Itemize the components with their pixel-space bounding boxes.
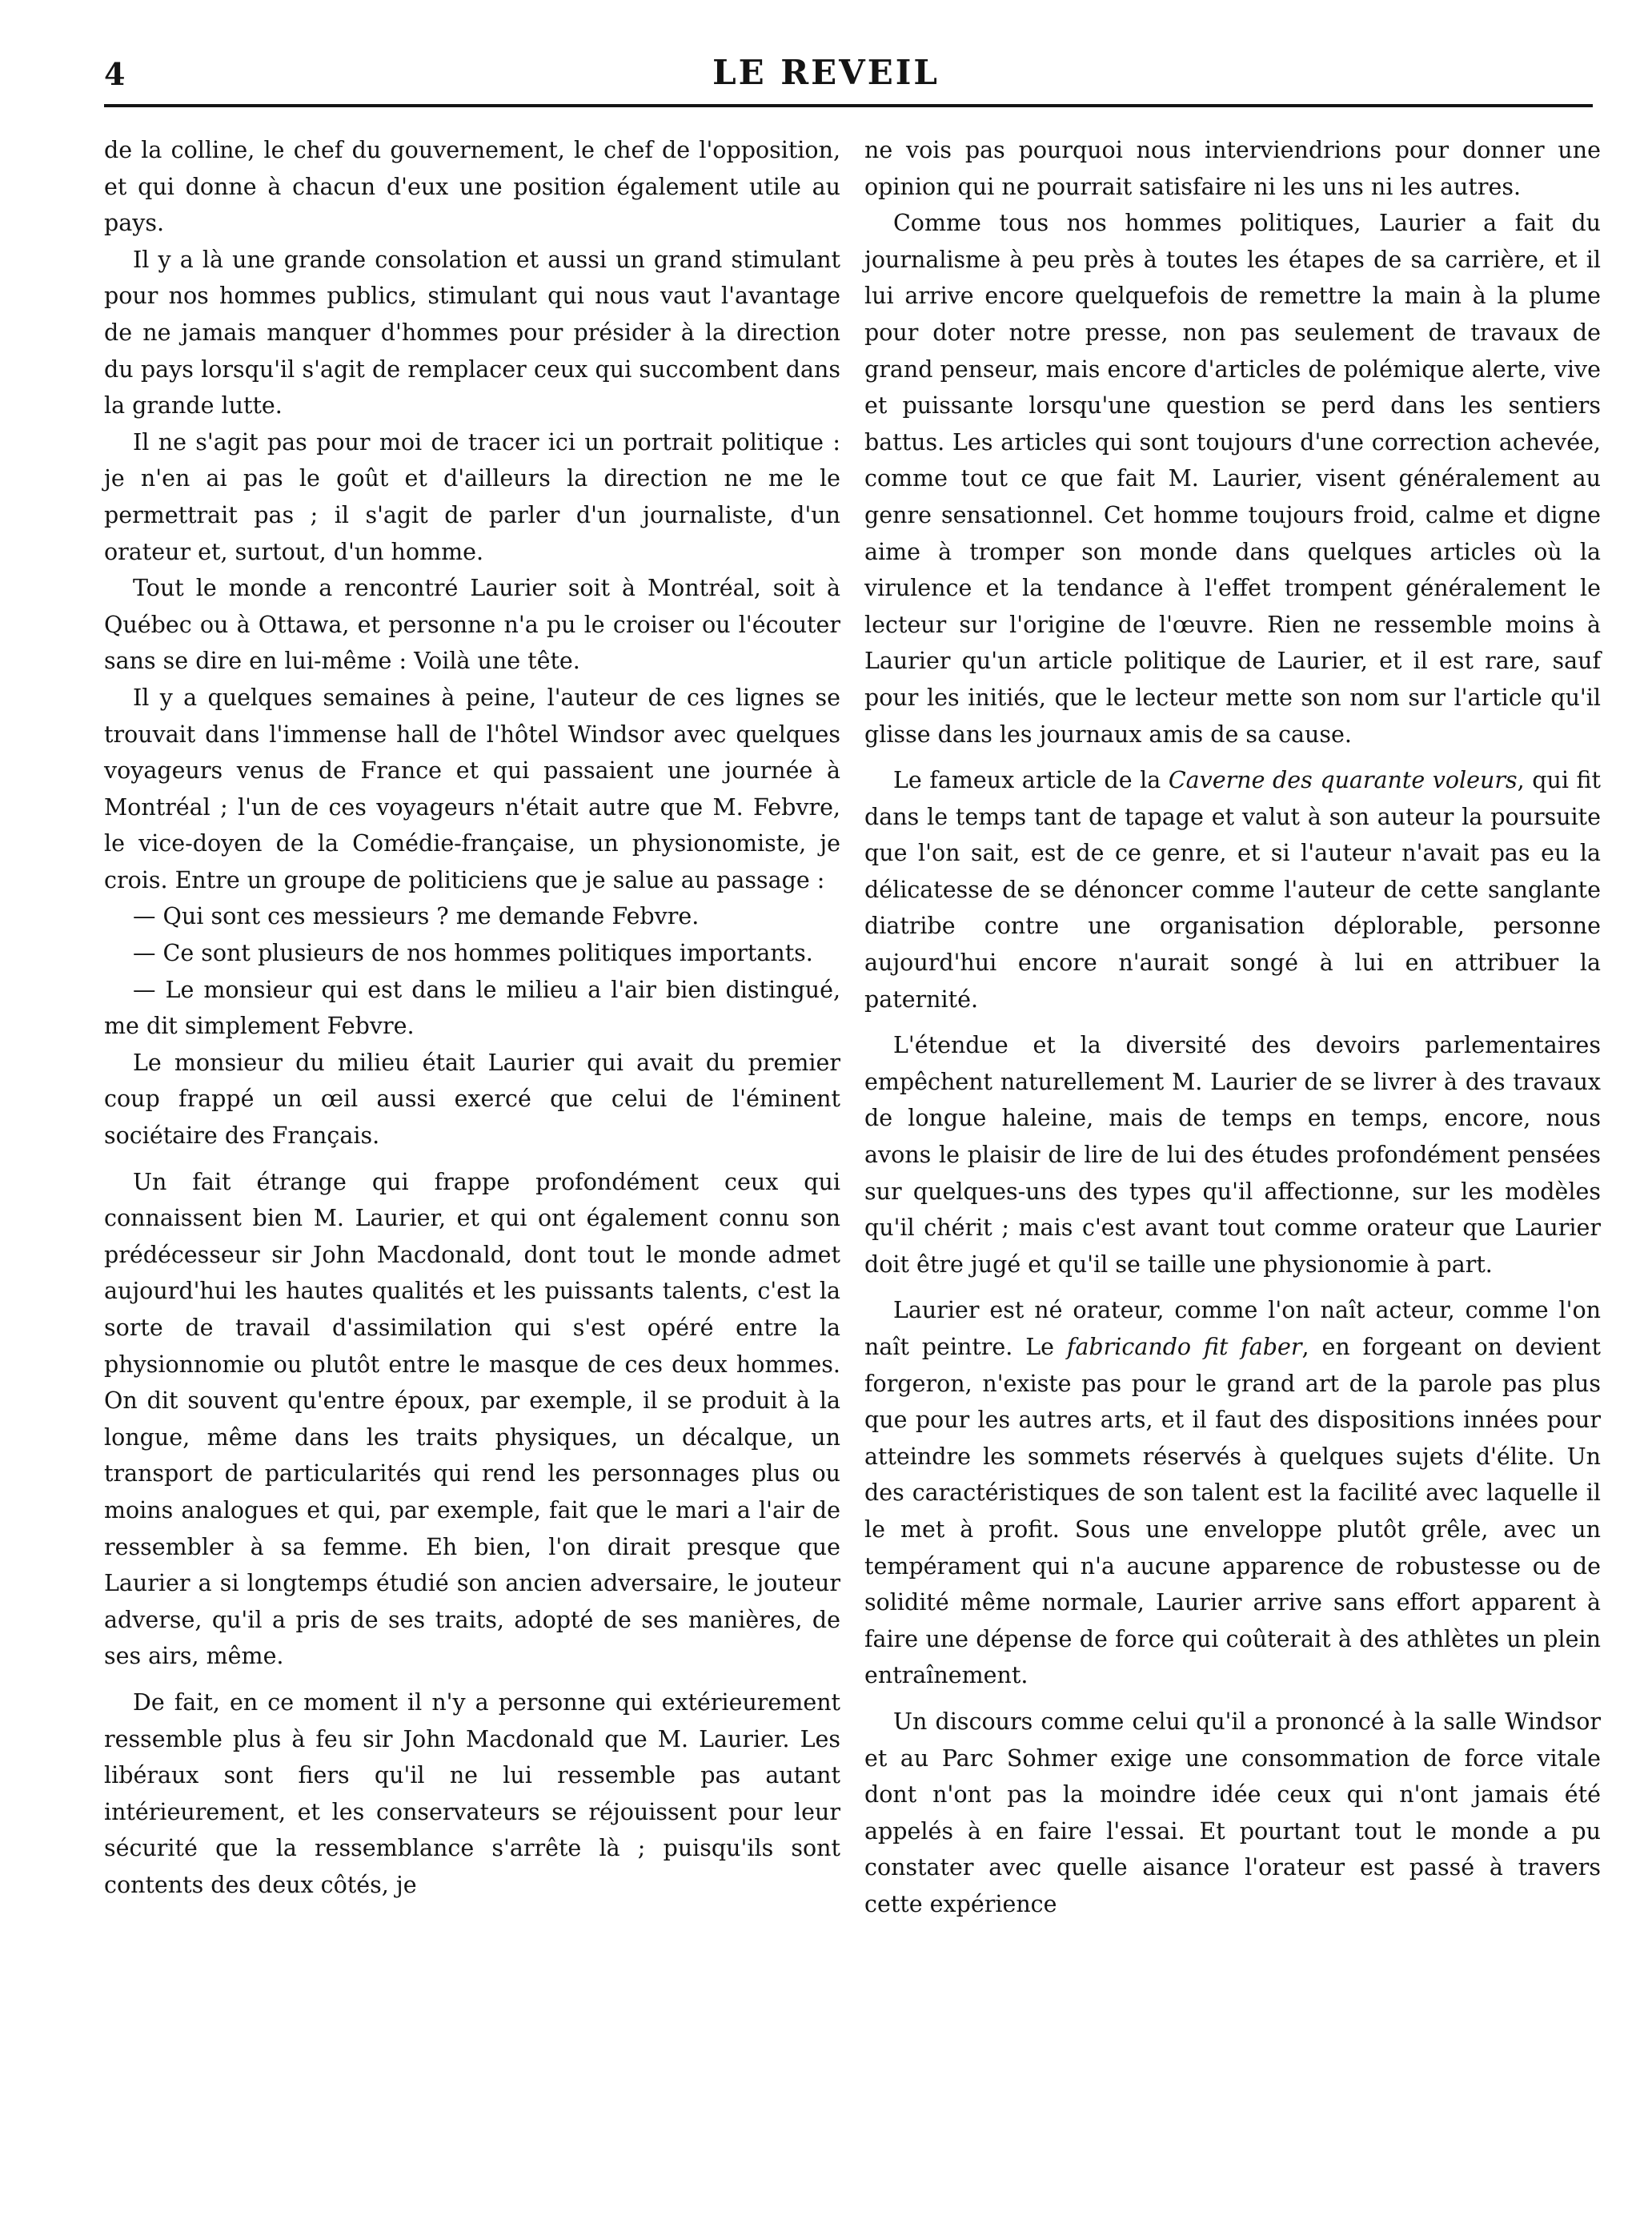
paragraph: Comme tous nos hommes politiques, Laurier a fait du journalisme à peu près à toutes les étapes de sa carrière, et il lui arrive encore quelquefois de remettre la main à la plume pour doter notre presse, non pas seulement de travaux de grand penseur, mais encore d'articles de polémique alerte, vive et puissante lorsqu'une question se perd dans les sentiers battus. Les articles qui sont toujours d'une correction achevée, comme tout ce que fait M. Laurier, visent généralement au genre sensationnel. Cet homme toujours froid, calme et digne aime à tromper son monde dans quelques articles où la virulence et la tendance à l'effet trompent généralement le lecteur sur l'origine de l'œuvre. Rien ne ressemble moins à Laurier qu'un article politique de Laurier, et il est rare, sauf pour les initiés, que le lecteur mette son nom sur l'article qu'il glisse dans les journaux amis de sa cause. xyxy=(864,210,1601,748)
text-run: , en forgeant on devient forgeron, n'existe pas pour le grand art de la parole pas plus que pour les autres arts, et il faut des dispositions innées pour atteindre les sommets réservés à quelques sujets d'élite. Un des caractéristiques de son talent est la facilité avec laquelle il le met à profit. Sous une enveloppe plutôt grêle, avec un tempérament qui n'a aucune apparence de robustesse ou de solidité même normale, Laurier arrive sans effort apparent à faire une dépense de force qui coûterait à des athlètes un plein entraînement. xyxy=(864,1334,1601,1689)
dialogue-line: — Qui sont ces messieurs ? me demande Febvre. xyxy=(133,903,700,930)
right-column xyxy=(864,132,1601,1923)
italic-title: Caverne des quarante voleurs xyxy=(1168,767,1518,794)
text-run: Le fameux article de la xyxy=(893,767,1169,794)
paragraph: Il y a quelques semaines à peine, l'auteur de ces lignes se trouvait dans l'immense hall de l'hôtel Windsor avec quelques voyageurs venus de France et qui passaient une journée à Montréal ; l'un de ces voyageurs n'était autre que M. Febvre, le vice-doyen de la Comédie-française, un physionomiste, je crois. Entre un groupe de politiciens que je salue au passage : xyxy=(104,684,840,893)
running-head: LE REVEIL xyxy=(712,53,940,92)
paragraph: Un discours comme celui qu'il a prononcé à la salle Windsor et au Parc Sohmer exige une consommation de force vitale dont n'ont pas la moindre idée ceux qui n'ont jamais été appelés à en faire l'essai. Et pourtant tout le monde a pu constater avec quelle aisance l'orateur est passé à travers cette expérience xyxy=(864,1708,1601,1917)
paragraph: De fait, en ce moment il n'y a personne qui extérieurement ressemble plus à feu sir John Macdonald que M. Laurier. Les libéraux sont fiers qu'il ne lui ressemble pas autant intérieurement, et les conservateurs se réjouissent pour leur sécurité que la ressemblance s'arrête là ; puisqu'ils sont contents des deux côtés, je xyxy=(104,1688,840,1898)
paragraph: ne vois pas pourquoi nous interviendrions pour donner une opinion qui ne pourrait satisfaire ni les uns ni les autres. xyxy=(864,137,1601,200)
paragraph: de la colline, le chef du gouvernement, le chef de l'opposition, et qui donne à chacun d'eux une position également utile au pays. xyxy=(104,137,840,237)
page-number: 4 xyxy=(104,56,126,92)
paragraph: Il y a là une grande consolation et aussi un grand stimulant pour nos hommes publics, stimulant qui nous vaut l'avantage de ne jamais manquer d'hommes pour présider à la direction du pays lorsqu'il s'agit de remplacer ceux qui succombent dans la grande lutte. xyxy=(104,246,840,420)
dialogue-line: — Ce sont plusieurs de nos hommes politiques importants. xyxy=(133,940,813,967)
text-run: , qui fit dans le temps tant de tapage et valut à son auteur la poursuite que l'on sait, est de ce genre, et si l'auteur n'avait pas eu la délicatesse de se dénoncer comme l'auteur de cette sanglante diatribe contre une organisation déplorable, personne aujourd'hui encore n'aurait songé à lui en attribuer la paternité. xyxy=(864,767,1601,1013)
paragraph: L'étendue et la diversité des devoirs parlementaires empêchent naturellement M. Laurier de se livrer à des travaux de longue haleine, mais de temps en temps, encore, nous avons le plaisir de lire de lui des études profondément pensées sur quelques-uns des types qu'il affectionne, sur les modèles qu'il chérit ; mais c'est avant tout comme orateur que Laurier doit être jugé et qu'il se taille une physionomie à part. xyxy=(864,1032,1601,1278)
dialogue-line: — Le monsieur qui est dans le milieu a l'air bien distingué, me dit simplement Febvre. xyxy=(104,976,840,1040)
paragraph: Un fait étrange qui frappe profondément ceux qui connaissent bien M. Laurier, et qui ont également connu son prédécesseur sir John Macdonald, dont tout le monde admet aujourd'hui les hautes qualités et les puissants talents, c'est la sorte de travail d'assimilation qui s'est opéré entre la physionnomie ou plutôt entre le masque de ces deux hommes. On dit souvent qu'entre époux, par exemple, il se produit à la longue, même dans les traits physiques, un décalque, un transport de particularités qui rend les personnages plus ou moins analogues et qui, par exemple, fait que le mari a l'air de ressembler à sa femme. Eh bien, l'on dirait presque que Laurier a si longtemps étudié son ancien adversaire, le jouteur adverse, qu'il a pris de ses traits, adopté de ses manières, de ses airs, même. xyxy=(104,1168,840,1670)
paragraph: Le monsieur du milieu était Laurier qui avait du premier coup frappé un œil aussi exercé que celui de l'éminent sociétaire des Français. xyxy=(104,1049,840,1150)
left-column xyxy=(104,132,840,1904)
paragraph: Tout le monde a rencontré Laurier soit à Montréal, soit à Québec ou à Ottawa, et personne n'a pu le croiser ou l'écouter sans se dire en lui-même : Voilà une tête. xyxy=(104,575,840,675)
paragraph xyxy=(864,1292,1601,1694)
italic-phrase: fabricando fit faber xyxy=(1066,1334,1302,1360)
text-run: Laurier est né orateur, comme l'on naît acteur, comme l'on naît peintre. Le xyxy=(864,1297,1601,1360)
paragraph: Il ne s'agit pas pour moi de tracer ici un portrait politique : je n'en ai pas le goût et d'ailleurs la direction ne me le permettrait pas ; il s'agit de parler d'un journaliste, d'un orateur et, surtout, d'un homme. xyxy=(104,428,840,565)
header-rule xyxy=(104,104,1593,107)
paragraph xyxy=(864,762,1601,1018)
